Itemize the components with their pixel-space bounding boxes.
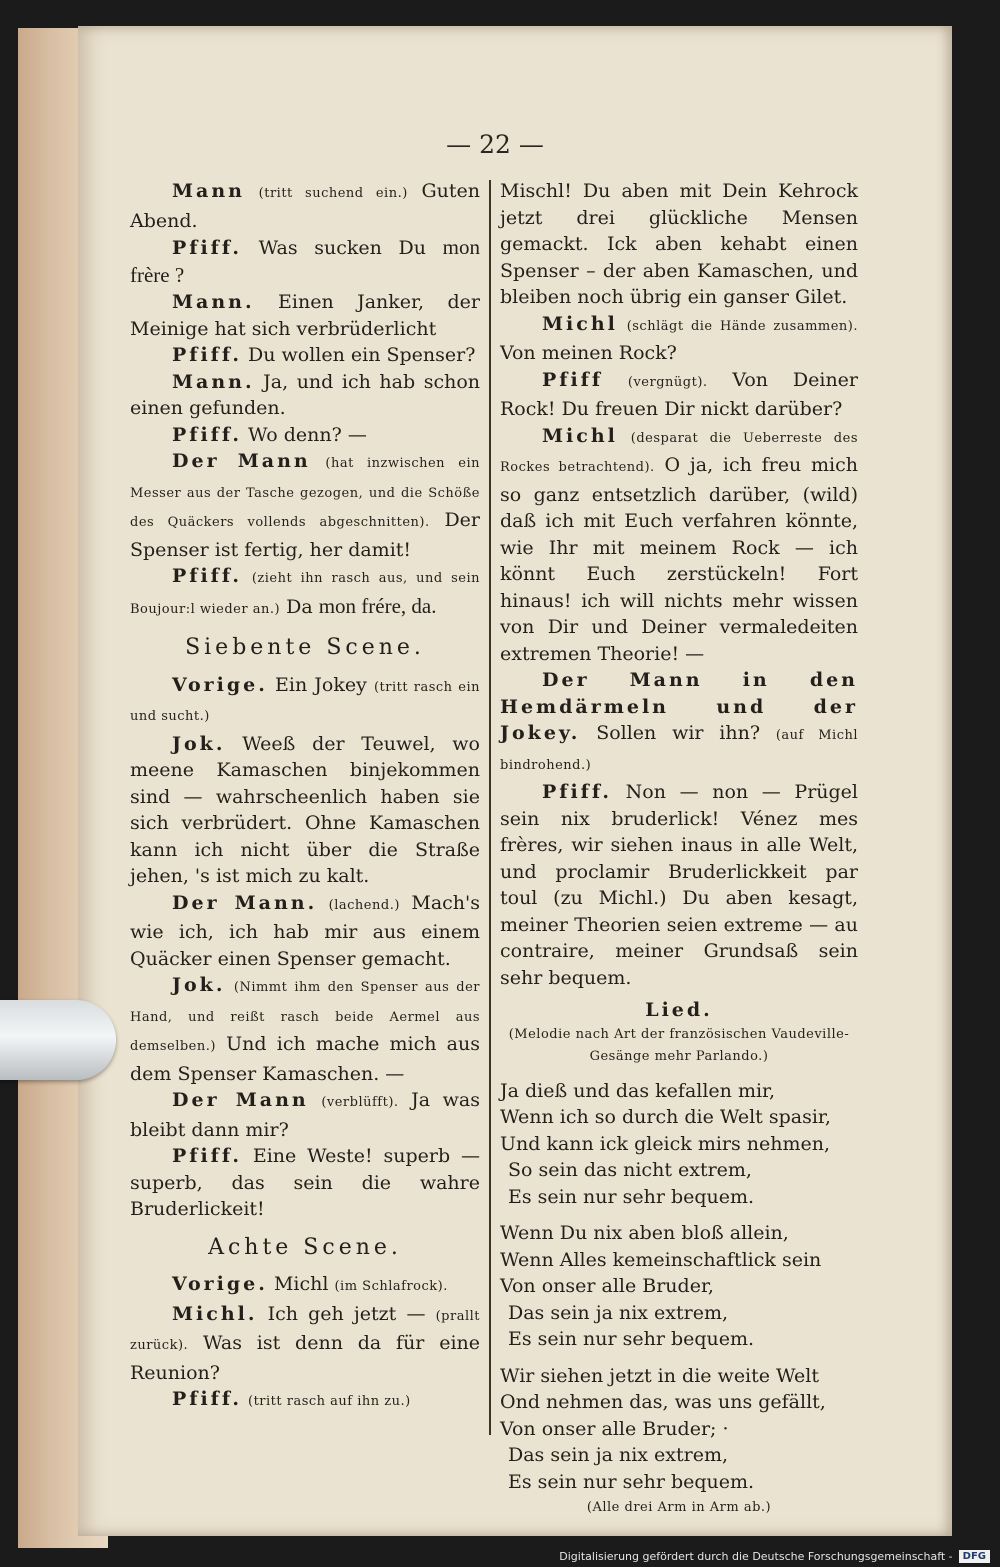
speech-text: Der Spenser ist fertig, her damit!: [130, 509, 480, 561]
speech: [130, 1143, 480, 1223]
speech: [130, 1087, 480, 1143]
latin-text: mon frère ?: [130, 235, 480, 287]
stage-direction: (Nimmt ihm den Spenser aus der Hand, und reißt rasch beide Aermel aus demselben.): [130, 980, 480, 1054]
verse-line: Es sein nur sehr bequem.: [508, 1470, 755, 1493]
speaker-name: Jok.: [172, 974, 226, 996]
footer-credit: Digitalisierung gefördert durch die Deutsche Forschungsgemeinschaft -: [559, 1550, 953, 1563]
verse-line: Das sein ja nix extrem,: [508, 1301, 729, 1324]
speaker-name: Pfiff.: [172, 344, 242, 366]
verse-line: Von onser alle Bruder,: [500, 1275, 714, 1297]
text-paragraph: Mischl! Du aben mit Dein Kehrock jetzt drei glückliche Mensen gemackt. Ick aben kehabt einen Spenser – der aben Kamaschen, und bleiben noch übrig ein ganser Gilet.: [500, 180, 858, 308]
speaker-name: Pfiff.: [172, 565, 242, 587]
speech-text: Ein Jokey: [275, 673, 367, 696]
verse-line: Ja dieß und das kefallen mir,: [500, 1079, 776, 1102]
speech-text: Wo denn? —: [248, 423, 367, 446]
verse-line: Wenn ich so durch die Welt spasir,: [500, 1106, 831, 1128]
speech: [130, 422, 480, 449]
speech-text: Eine Weste! superb — superb, das sein die wahre Bruderlickeit!: [130, 1145, 480, 1220]
paper-clip: [0, 1000, 116, 1080]
speaker-name: Michl: [542, 312, 618, 335]
speech-text: Von Deiner Rock! Du freuen Dir nickt darüber?: [500, 368, 859, 420]
stage-direction: (tritt suchend ein.): [258, 186, 408, 201]
stage-direction: (tritt rasch auf ihn zu.): [248, 1394, 411, 1409]
speaker-name: Michl: [542, 424, 618, 447]
speech-text: Ja, und ich hab schon einen gefunden.: [130, 370, 480, 419]
speech: [130, 342, 480, 369]
stage-direction: (desparat die Ueberreste des Rockes betrachtend).: [500, 430, 858, 475]
speech: [130, 178, 480, 234]
speaker-name: Der Mann: [172, 450, 311, 472]
speaker-name: Pfiff.: [172, 1145, 242, 1167]
stage-direction: (tritt rasch ein und sucht.): [130, 679, 480, 724]
speech-text: Ich geh jetzt —: [267, 1302, 426, 1325]
speech: [130, 890, 480, 973]
speech-text: Was ist denn da für eine Reunion?: [130, 1332, 481, 1384]
verse-line: Es sein nur sehr bequem.: [508, 1185, 755, 1208]
speech-text: Da: [286, 595, 313, 618]
speech: [130, 369, 480, 422]
left-column: [130, 178, 480, 1416]
speaker-name: Mann.: [172, 370, 255, 393]
song-title: Lied.: [645, 999, 713, 1021]
verse-line: Wir siehen jetzt in die weite Welt: [500, 1364, 819, 1387]
speech: [500, 423, 858, 668]
verse-line: Es sein nur sehr bequem.: [508, 1328, 755, 1350]
dfg-logo: DFG: [959, 1550, 990, 1563]
verse-line: Wenn Alles kemeinschaftlick sein: [500, 1248, 822, 1271]
speech-text: Weeß der Teuwel, wo meene Kamaschen binjekommen sind — wahrscheenlich haben sie sich verbrüdert. Ohne Kamaschen kann ich nicht über die Straße jehen, 's ist mich zu kalt.: [130, 732, 480, 887]
scene-heading: Siebente Scene.: [185, 635, 425, 660]
verse-line: So sein das nicht extrem,: [508, 1159, 752, 1181]
speaker-name: Michl.: [172, 1302, 258, 1325]
speech-text: Mach's wie ich, ich hab mir aus einem Quäcker einen Spenser gemacht.: [130, 891, 481, 970]
speech: [500, 667, 858, 779]
speech: [500, 311, 858, 367]
column-divider: [489, 180, 491, 1435]
speaker-name: Pfiff.: [542, 781, 612, 803]
speech-text: Von meinen Rock?: [500, 342, 677, 364]
speech: [500, 779, 858, 991]
stage-direction: (schlägt die Hände zusammen).: [626, 318, 858, 334]
speech: [130, 289, 480, 342]
song-verse: [500, 1220, 858, 1353]
right-column: [500, 178, 858, 1522]
speaker-name: Der Mann: [172, 1089, 309, 1111]
speaker-name: Mann: [172, 180, 245, 202]
stage-direction: (verblüfft).: [321, 1095, 399, 1110]
stage-direction: (auf Michl bindrohend.): [500, 728, 858, 773]
speaker-name: Pfiff.: [172, 423, 242, 446]
speech-text: Du wollen ein Spenser?: [248, 344, 476, 366]
stage-direction: (zieht ihn rasch aus, und sein Boujour:l wieder an.): [130, 571, 480, 617]
footer: [559, 1550, 990, 1563]
speaker-name: Pfiff.: [172, 1388, 242, 1410]
speech: [130, 1386, 480, 1416]
speech-text: Michl: [273, 1273, 329, 1295]
speech-text: Und ich mache mich aus dem Spenser Kamaschen. —: [130, 1033, 480, 1085]
song-verse: [500, 1363, 858, 1496]
speaker-name: Mann.: [172, 291, 255, 313]
verse-line: Und kann ick gleick mirs nehmen,: [500, 1132, 831, 1155]
song-direction: (Melodie nach Art der französischen Vaudeville-Gesänge mehr Parlando.): [508, 1026, 850, 1064]
speaker-name: Pfiff: [542, 368, 604, 391]
stage-lead: Vorige.: [172, 673, 268, 696]
speech: [130, 731, 480, 890]
verse-line: Ond nehmen das, was uns gefällt,: [500, 1391, 826, 1413]
scene-heading: Achte Scene.: [208, 1234, 402, 1260]
speech: [130, 234, 480, 289]
speech: [130, 1301, 480, 1387]
speech: [130, 563, 480, 623]
speech-text: O ja, ich freu mich so ganz entsetzlich darüber, (wild) daß ich mit Euch verfahren könnte, wie Ihr mit meinem Rock — ich könnt Euch zerstückeln! Fort hinaus! ich will nichts mehr wissen von Dir und Deiner vermaledeiten extremen Theorie! —: [500, 454, 859, 665]
page-number: — 22 —: [446, 130, 544, 159]
speech-text: Sollen wir ihn?: [596, 722, 761, 744]
speech-text: Ja was bleibt dann mir?: [130, 1089, 481, 1141]
latin-text: mon frére, da.: [318, 593, 437, 618]
speech: [500, 367, 858, 423]
speech-text: Einen Janker, der Meinige hat sich verbrüderlicht: [130, 291, 480, 340]
exit-direction: (Alle drei Arm in Arm ab.): [586, 1500, 772, 1515]
speaker-name: Der Mann.: [172, 891, 318, 914]
speaker-name: Jok.: [172, 732, 226, 755]
speech-text: Was sucken Du: [258, 237, 426, 259]
stage-direction: (prallt zurück).: [130, 1308, 480, 1353]
stage-lead: Vorige.: [172, 1273, 268, 1295]
stage-heading: [130, 672, 480, 731]
speaker-name: Pfiff.: [172, 237, 242, 259]
speaker-name: Der Mann in den Hemdärmeln und der Jokey.: [500, 669, 858, 744]
verse-line: Von onser alle Bruder; ·: [500, 1417, 729, 1440]
stage-direction: (im Schlafrock).: [334, 1279, 448, 1294]
speech-text: Guten Abend.: [130, 180, 480, 232]
speech: [130, 972, 480, 1087]
speech: [130, 448, 480, 563]
speech-text: Non — non — Prügel sein nix bruderlick! Vénez mes frères, wir siehen inaus in alle Welt, und proclamir Bruderlickkeit par toul (zu Michl.) Du aben kesagt, meiner Theorien seien extreme — au contraire, meiner Grundsaß sein sehr bequem.: [500, 781, 858, 989]
song-verse: [500, 1078, 858, 1211]
verse-line: Wenn Du nix aben bloß allein,: [500, 1222, 789, 1244]
stage-heading: [130, 1271, 480, 1301]
stage-direction: (vergnügt).: [627, 374, 708, 390]
stage-direction: (hat inzwischen ein Messer aus der Tasche gezogen, und die Schöße des Quäckers vollends abgeschnitten).: [130, 456, 480, 530]
stage-direction: (lachend.): [328, 897, 400, 913]
verse-line: Das sein ja nix extrem,: [508, 1444, 729, 1466]
